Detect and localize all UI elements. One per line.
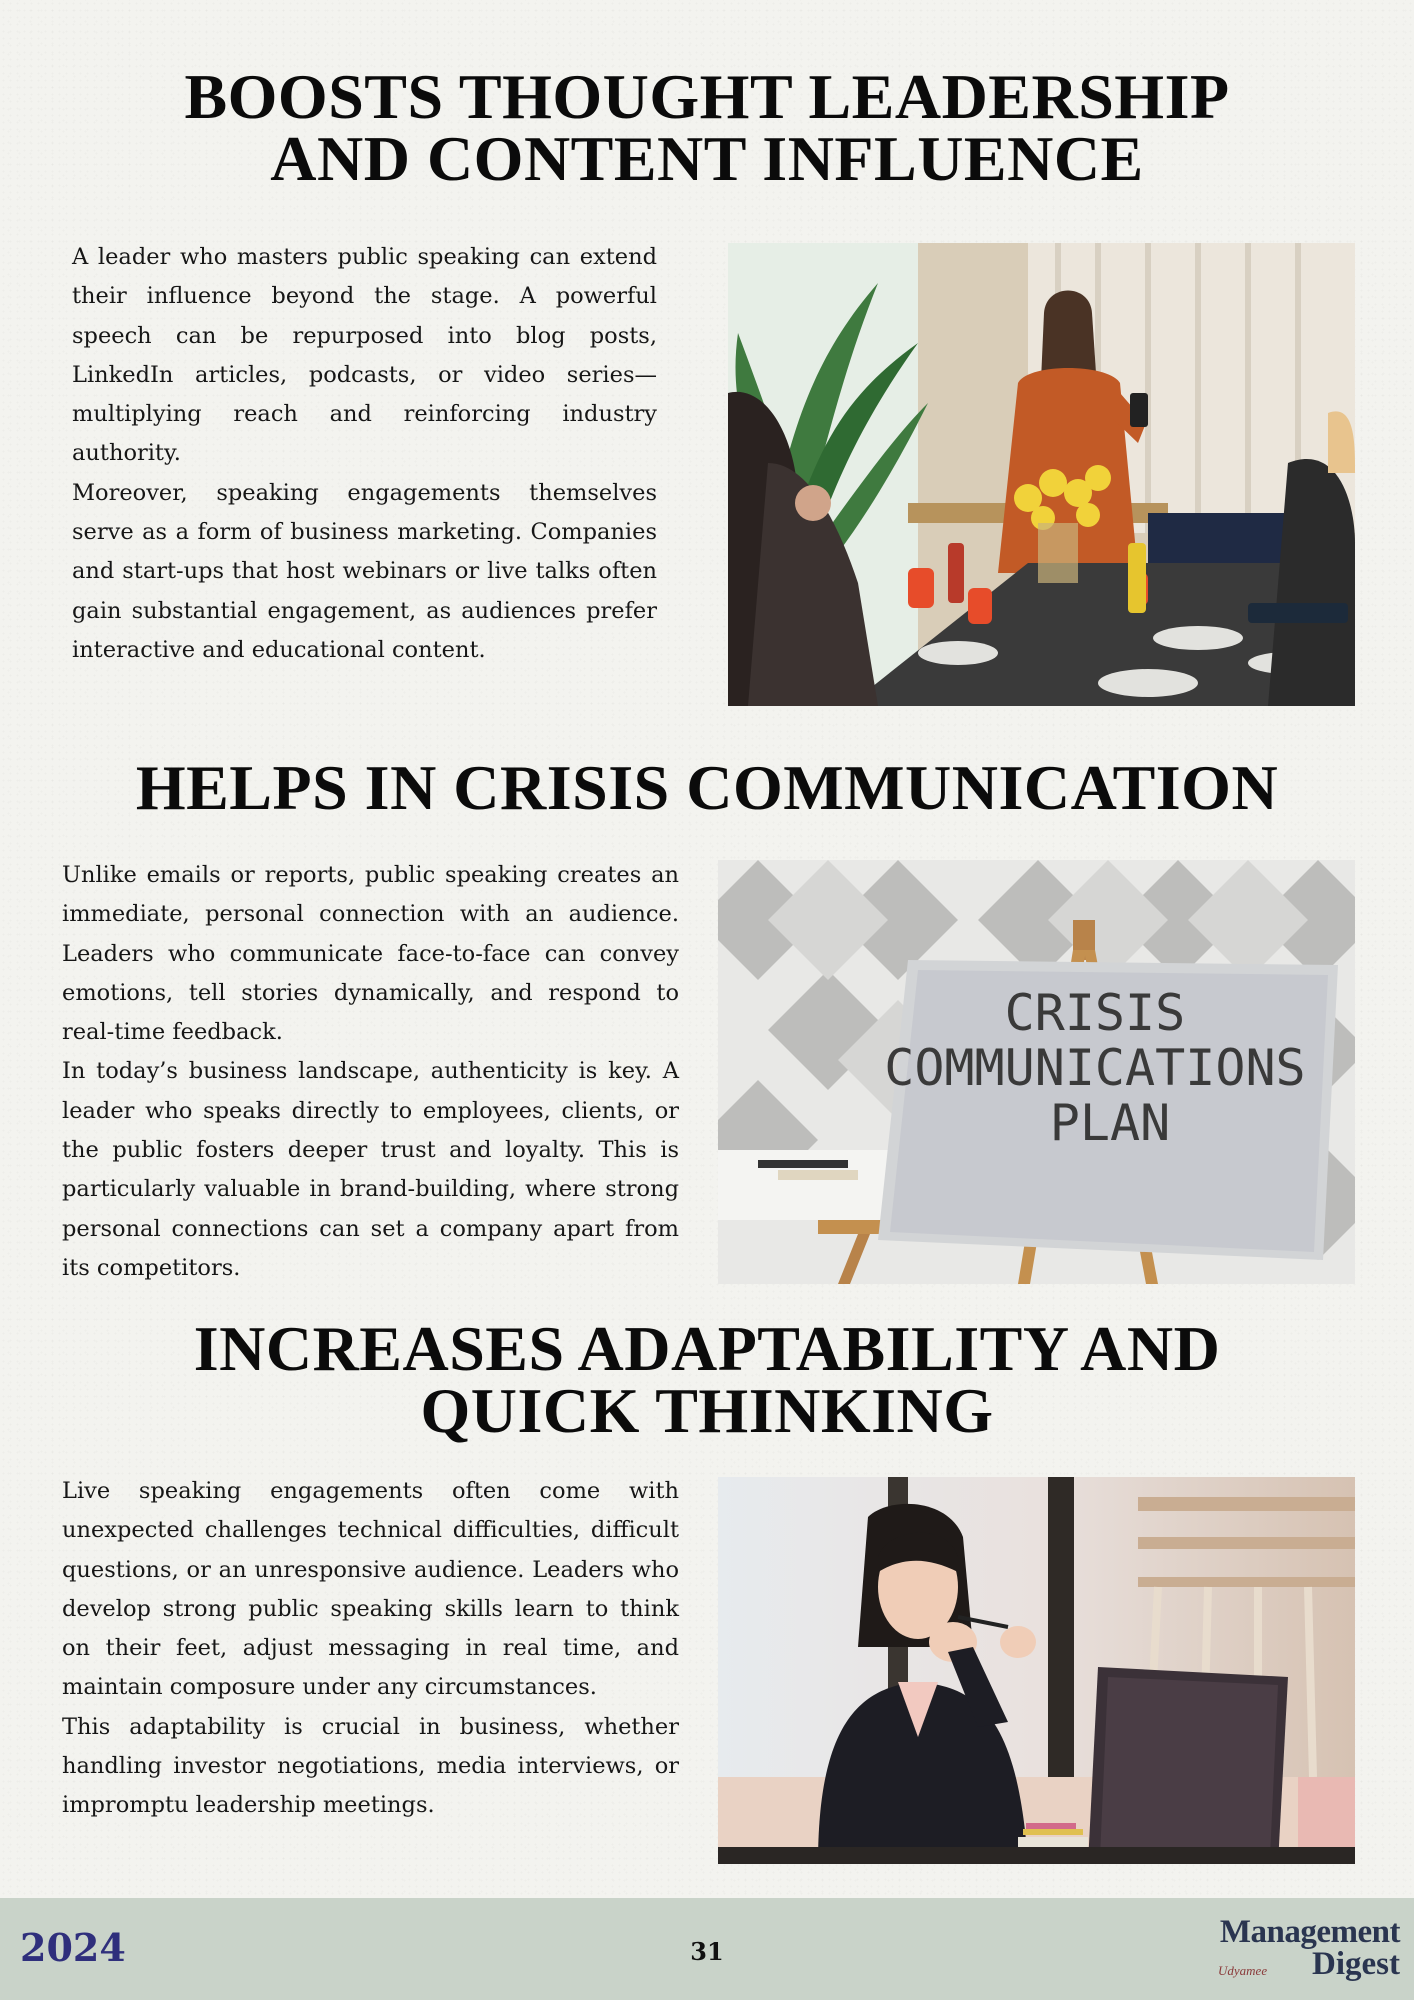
paragraph: Unlike emails or reports, public speaking creates an immediate, personal connection with an audience. Leaders who communicate face-to-face can convey emotions, tell stories dynamically, and respond to real-time feedback. (62, 862, 679, 1046)
body-adaptability (62, 1472, 679, 1826)
logo-line-1: Management (1219, 1914, 1400, 1950)
logo-line-2: Digest (1312, 1946, 1400, 1982)
body-thought-leadership (72, 238, 657, 670)
logo-sub: Udyamee (1218, 1963, 1268, 1978)
heading-thought-leadership: BOOSTS THOUGHT LEADERSHIP AND CONTENT INFLUENCE (184, 61, 1230, 194)
page-number: 31 (690, 1937, 724, 1966)
publication-logo (1190, 1914, 1400, 1990)
heading-crisis-communication: HELPS IN CRISIS COMMUNICATION (135, 752, 1279, 823)
photo-thinking-woman (718, 1477, 1355, 1864)
paragraph: This adaptability is crucial in business, whether handling investor negotiations, media interviews, or impromptu leadership meetings. (62, 1713, 679, 1819)
body-crisis-communication (62, 856, 679, 1288)
footer-year: 2024 (20, 1925, 126, 1970)
heading-adaptability: INCREASES ADAPTABILITY AND QUICK THINKING (193, 1313, 1221, 1446)
board-text-line: PLAN (1049, 1094, 1171, 1152)
board-text-line: COMMUNICATIONS (884, 1039, 1306, 1097)
paragraph: A leader who masters public speaking can extend their influence beyond the stage. A powerful speech can be repurposed into blog posts, LinkedIn articles, podcasts, or video series—multiplying reach and reinforcing industry authority. (72, 244, 657, 467)
paragraph: Live speaking engagements often come with unexpected challenges technical difficulties, difficult questions, or an unresponsive audience. Leaders who develop strong public speaking skills learn to think on their feet, adjust messaging in real time, and maintain composure under any circumstances. (62, 1478, 679, 1701)
board-text-line: CRISIS (1004, 984, 1186, 1042)
photo-meeting-presenter (728, 243, 1355, 706)
paragraph: In today’s business landscape, authenticity is key. A leader who speaks directly to employees, clients, or the public fosters deeper trust and loyalty. This is particularly valuable in brand-building, where strong personal connections can set a company apart from its competitors. (62, 1058, 679, 1281)
photo-crisis-whiteboard (718, 860, 1355, 1284)
paragraph: Moreover, speaking engagements themselves serve as a form of business marketing. Companies and start-ups that host webinars or live talks often gain substantial engagement, as audiences prefer interactive and educational content. (72, 479, 657, 663)
